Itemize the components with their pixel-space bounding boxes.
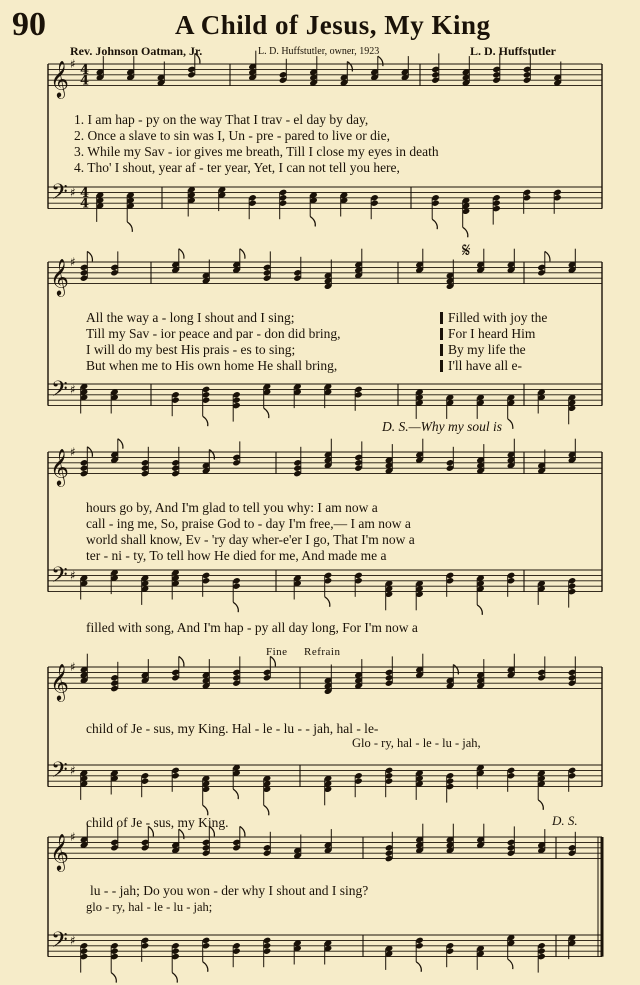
note-flag (87, 251, 92, 261)
key-sharp: ♯ (70, 382, 76, 397)
note-flag (195, 53, 200, 63)
note-flag (310, 217, 315, 227)
note-flag (233, 602, 238, 612)
note-flag (508, 419, 513, 429)
time-sig-top: 4 (80, 62, 90, 78)
refrain-alto-lyric-2: glo - ry, hal - le - lu - jah; (86, 900, 213, 914)
note-flag (209, 450, 214, 460)
note-flag (416, 962, 421, 972)
verse-2-line-2: Till my Sav - ior peace and par - don did bring, (86, 326, 341, 341)
note-flag (179, 656, 184, 666)
lyric-separator (440, 360, 443, 372)
verse-1-line-2: All the way a - long I shout and I sing; (86, 310, 295, 325)
segno-sign: 𝄋 (462, 238, 471, 262)
note-flag (240, 249, 245, 259)
key-sharp: ♯ (70, 933, 76, 948)
treble-clef: 𝄞 (50, 59, 69, 98)
bass-clef: 𝄢 (51, 563, 68, 594)
key-sharp: ♯ (70, 830, 76, 844)
note-flag (264, 408, 269, 418)
verse-4-line-3: ter - ni - ty, To tell how He died for me, And made me a (86, 548, 387, 563)
ds-lyric-1: D. S.—Why my soul is (382, 419, 502, 434)
treble-clef: 𝄞 (50, 832, 69, 871)
verse-1-line-3: hours go by, And I'm glad to tell you why: I am now a (86, 500, 378, 515)
bass-clef: 𝄢 (51, 180, 68, 211)
lyric-separator (440, 344, 443, 356)
note-flag (111, 973, 116, 983)
refrain-alto-lyric-1: Glo - ry, hal - le - lu - jah, (352, 736, 481, 750)
refrain-lyric-1: child of Je - sus, my King. Hal - le - lu - - jah, hal - le- (86, 721, 379, 736)
credit-owner: L. D. Huffstutler, owner, 1923 (258, 46, 380, 57)
bass-clef: 𝄢 (51, 377, 68, 408)
treble-clef: 𝄞 (50, 257, 69, 296)
note-flag (240, 826, 245, 836)
bass-clef: 𝄢 (51, 758, 68, 789)
key-sharp: ♯ (70, 660, 76, 674)
key-sharp: ♯ (70, 255, 76, 269)
key-sharp: ♯ (70, 57, 76, 71)
verse-3-line-3: world shall know, Ev - 'ry day wher-e'er I go, That I'm now a (86, 532, 415, 547)
fine-label: Fine (266, 646, 288, 658)
verse-4-line-2: But when me to His own home He shall bring, (86, 358, 338, 373)
verse-3-line-2: I will do my best His prais - es to sing; (86, 342, 296, 357)
note-flag (264, 805, 269, 815)
note-flag (538, 800, 543, 810)
bass-clef: 𝄢 (51, 928, 68, 959)
note-flag (233, 789, 238, 799)
lyric-separator (440, 328, 443, 340)
verse-3-line-2-end: By my life the (448, 342, 526, 357)
note-flag (203, 805, 208, 815)
note-flag (508, 959, 513, 969)
key-sharp: ♯ (70, 445, 76, 459)
refrain-lyric-2: lu - - jah; Do you won - der why I shout and I sing? (90, 883, 369, 898)
note-flag (453, 665, 458, 675)
note-flag (127, 222, 132, 232)
note-flag (378, 56, 383, 66)
note-flag (172, 973, 177, 983)
time-sig-bottom: 4 (80, 73, 90, 89)
verse-2-line-1: 2. Once a slave to sin was I, Un - pre - pared to live or die, (74, 128, 391, 143)
treble-clef: 𝄞 (50, 662, 69, 701)
time-sig-bottom: 4 (80, 196, 90, 212)
lyric-separator (440, 312, 443, 324)
ds-lyric-2: filled with song, And I'm hap - py all day long, For I'm now a (86, 620, 418, 635)
note-flag (325, 597, 330, 607)
time-sig-top: 4 (80, 185, 90, 201)
note-flag (463, 227, 468, 237)
note-flag (432, 219, 437, 229)
credit-composer: L. D. Huffstutler (470, 44, 556, 58)
note-flag (203, 416, 208, 426)
verse-3-line-1: 3. While my Sav - ior gives me breath, Till I close my eyes in death (74, 144, 439, 159)
hymn-title: A Child of Jesus, My King (175, 10, 491, 40)
key-sharp: ♯ (70, 763, 76, 778)
verse-1-line-2-end: Filled with joy the (448, 310, 548, 325)
refrain-label: Refrain (304, 646, 341, 658)
verse-4-line-2-end: I'll have all e- (448, 358, 523, 373)
note-flag (203, 962, 208, 972)
note-flag (118, 439, 123, 449)
treble-clef: 𝄞 (50, 447, 69, 486)
note-flag (477, 605, 482, 615)
verse-4-line-1: 4. Tho' I shout, year af - ter year, Yet, I can not tell you here, (74, 160, 400, 175)
note-flag (179, 249, 184, 259)
note-flag (545, 251, 550, 261)
verse-2-line-3: call - ing me, So, praise God to - day I'm free,— I am now a (86, 516, 411, 531)
key-sharp: ♯ (70, 185, 76, 200)
hymn-number: 90 (12, 6, 46, 43)
key-sharp: ♯ (70, 568, 76, 583)
bass-lyric: child of Je - sus, my King. (86, 815, 229, 830)
ds-marker: D. S. (552, 813, 578, 828)
verse-2-line-2-end: For I heard Him (448, 326, 536, 341)
note-flag (347, 62, 352, 72)
credit-author: Rev. Johnson Oatman, Jr. (70, 44, 203, 58)
verse-1-line-1: 1. I am hap - py on the way That I trav - el day by day, (74, 112, 369, 127)
